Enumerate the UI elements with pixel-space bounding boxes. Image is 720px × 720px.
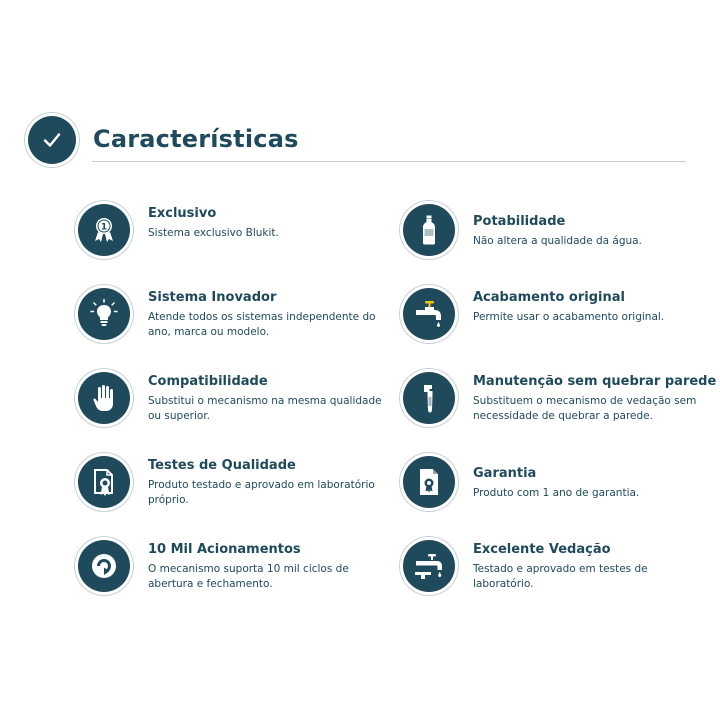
feature-sistema-inovador: [78, 288, 378, 350]
feature-compatibilidade: [78, 372, 382, 434]
feature-title: Manutenção sem quebrar parede: [473, 374, 717, 389]
warranty-document-icon: [403, 456, 455, 508]
section-header: [28, 116, 690, 168]
feature-manutencao-sem-quebrar-parede: [403, 372, 717, 434]
feature-garantia: [403, 456, 703, 518]
quality-certificate-icon: [78, 456, 130, 508]
feature-description: Atende todos os sistemas independente do ano, marca ou modelo.: [148, 311, 376, 338]
feature-title: Sistema Inovador: [148, 290, 277, 305]
checkmark-icon: [28, 116, 76, 164]
feature-title: Testes de Qualidade: [148, 458, 296, 473]
svg-text:1: 1: [100, 222, 108, 233]
feature-description: Substituem o mecanismo de vedação sem necessidade de quebrar a parede.: [473, 395, 697, 422]
award-ribbon-icon: [78, 204, 130, 256]
refresh-cycle-icon: [78, 540, 130, 592]
feature-description: Sistema exclusivo Blukit.: [148, 227, 279, 239]
feature-title: Garantia: [473, 466, 537, 481]
feature-excelente-vedacao: [403, 540, 703, 602]
water-bottle-icon: [403, 204, 455, 256]
lightbulb-icon: [78, 288, 130, 340]
feature-title: Potabilidade: [473, 214, 566, 229]
header-divider: [92, 161, 686, 162]
feature-title: 10 Mil Acionamentos: [148, 542, 301, 557]
feature-description: Produto testado e aprovado em laboratório próprio.: [148, 479, 375, 506]
feature-title: Exclusivo: [148, 206, 217, 221]
feature-title: Acabamento original: [473, 290, 625, 305]
feature-title: Excelente Vedação: [473, 542, 611, 557]
feature-description: Produto com 1 ano de garantia.: [473, 487, 640, 499]
wrench-icon: [403, 372, 455, 424]
feature-description: Testado e aprovado em testes de laboratório.: [473, 563, 648, 590]
valve-tap-icon: [403, 540, 455, 592]
feature-potabilidade: [403, 204, 703, 266]
feature-description: Permite usar o acabamento original.: [473, 311, 665, 323]
feature-10-mil-acionamentos: [78, 540, 378, 602]
faucet-icon: [403, 288, 455, 340]
feature-description: Não altera a qualidade da água.: [473, 235, 642, 247]
page-title: Características: [93, 125, 299, 153]
feature-title: Compatibilidade: [148, 374, 268, 389]
feature-testes-de-qualidade: [78, 456, 378, 518]
feature-exclusivo: [78, 204, 378, 266]
hand-icon: [78, 372, 130, 424]
feature-acabamento-original: [403, 288, 703, 350]
feature-description: O mecanismo suporta 10 mil ciclos de abertura e fechamento.: [148, 563, 349, 590]
feature-description: Substitui o mecanismo na mesma qualidade ou superior.: [148, 395, 382, 422]
